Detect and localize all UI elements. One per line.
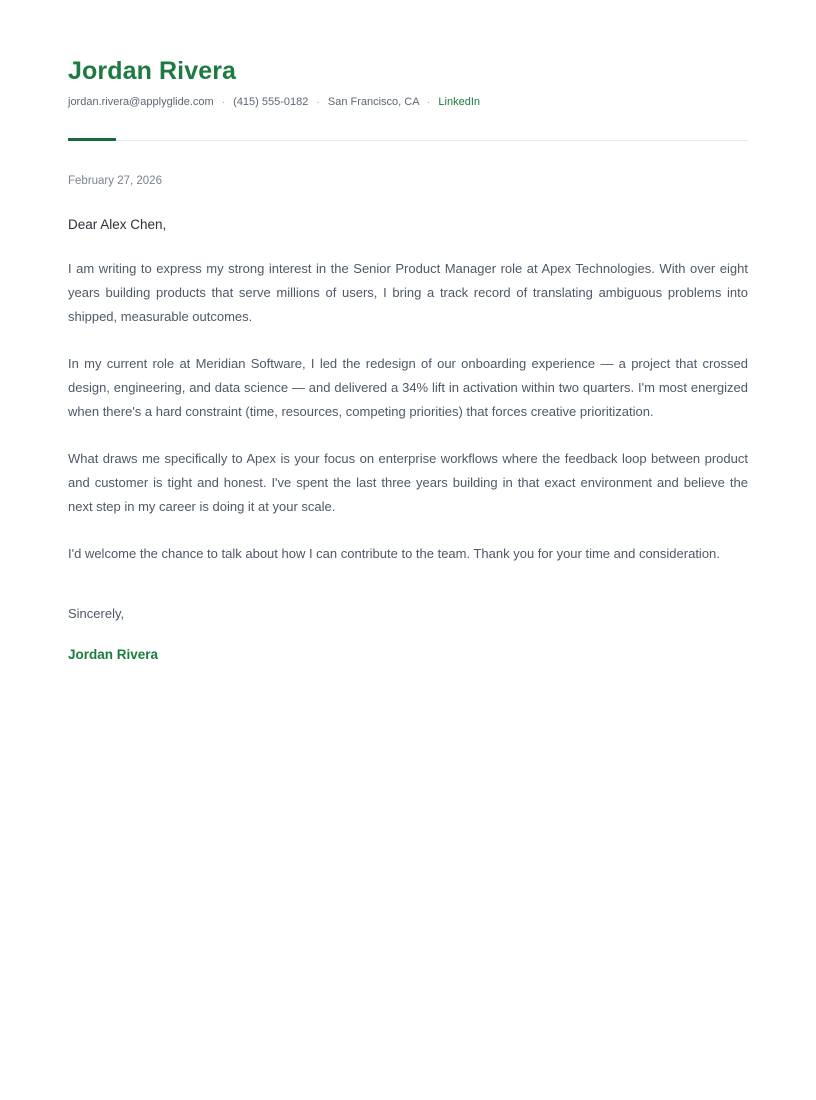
contact-separator: · [316,97,320,108]
letter-date: February 27, 2026 [68,175,162,187]
body-paragraph: I'd welcome the chance to talk about how I can contribute to the team. Thank you for your time and consideration. [68,546,720,561]
letter-content-column [68,0,748,664]
page-title: Jordan Rivera [68,57,237,85]
body-paragraph: I am writing to express my strong interest in the Senior Product Manager role at Apex Technologies. With over eight years building products that serve millions of users, I bring a track record of translating ambiguous problems into shipped, measurable outcomes. [68,261,748,324]
contact-separator: · [221,97,226,108]
contact-line [68,95,748,110]
linkedin-link[interactable]: LinkedIn [438,96,481,108]
closing-line: Sincerely, [68,606,125,621]
contact-location: San Francisco, CA [327,96,419,108]
letter-body [68,173,748,664]
signature-name: Jordan Rivera [68,647,159,662]
salutation: Dear Alex Chen, [68,217,167,232]
divider-rule [68,140,748,141]
contact-separator: · [427,97,431,108]
contact-email[interactable]: jordan.rivera@applyglide.com [68,96,214,108]
header-divider [68,138,748,142]
divider-accent-bar [68,138,116,141]
contact-phone[interactable]: (415) 555-0182 [233,96,309,108]
letterhead [68,0,748,142]
body-paragraph: In my current role at Meridian Software, I led the redesign of our onboarding experience — a project that crossed design, engineering, and data science — and delivered a 34% lift in activation within two quarters. I'm most energized when there's a hard constraint (time, resources, competing priorities) that forces creative prioritization. [68,356,748,419]
body-paragraph: What draws me specifically to Apex is your focus on enterprise workflows where the feedback loop between product and customer is tight and honest. I've spent the last three years building in that exact environment and believe the next step in my career is doing it at your scale. [68,451,748,514]
